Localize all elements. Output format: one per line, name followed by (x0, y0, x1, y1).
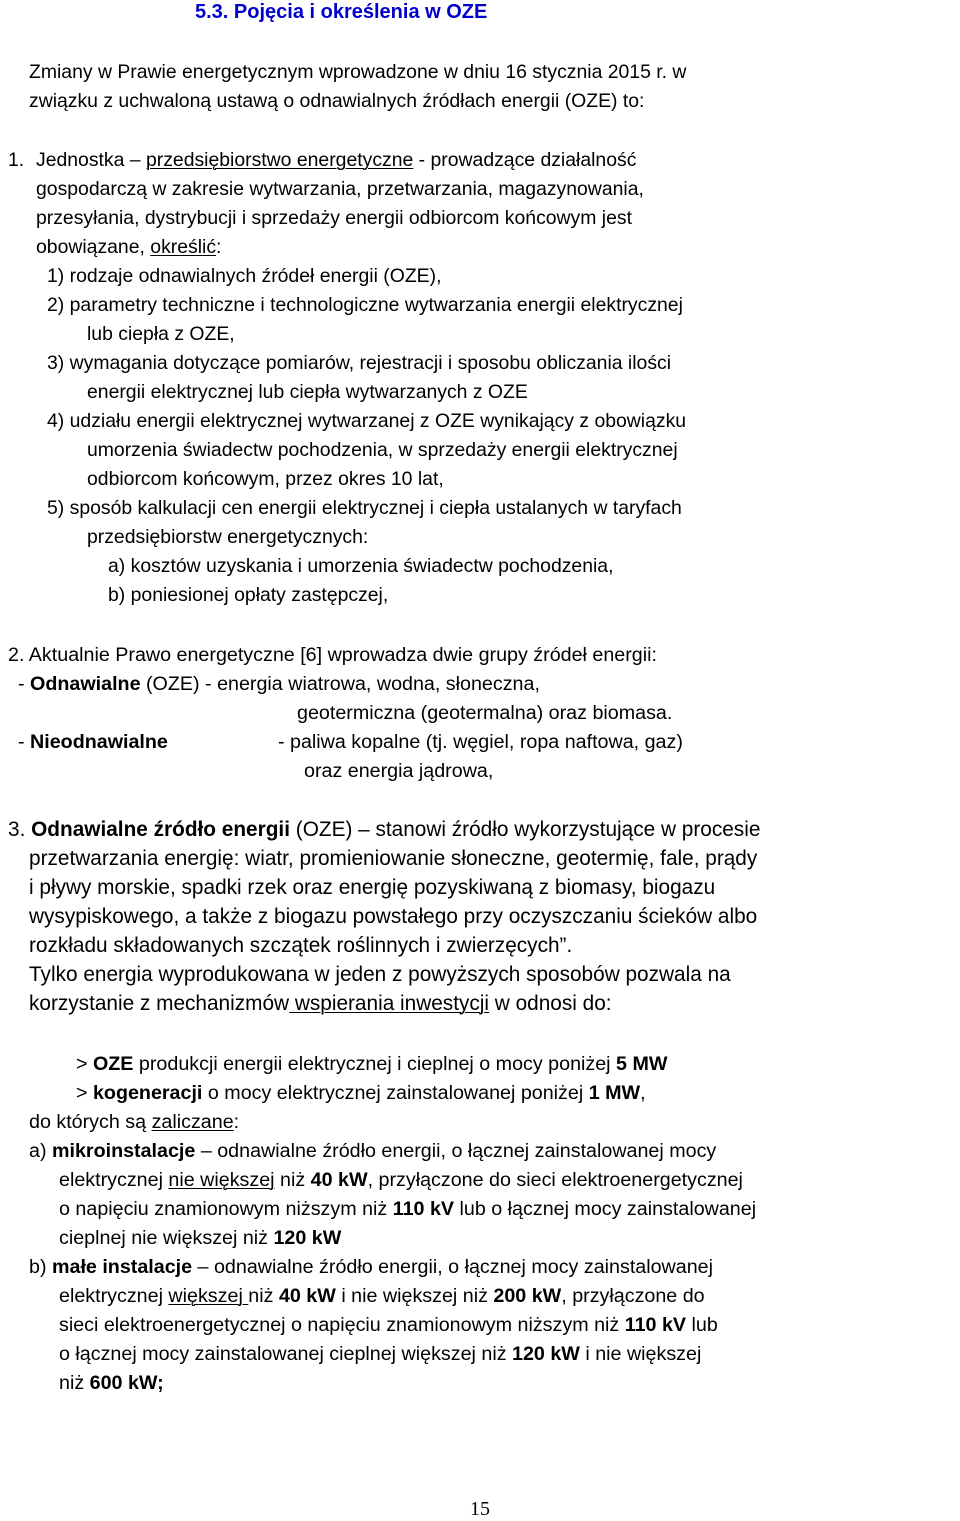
microinstallation-line-4: cieplnej nie większej niż 120 kW (59, 1227, 342, 1249)
sub-list-item: b) poniesionej opłaty zastępczej, (108, 584, 389, 606)
intro-line-2: związku z uchwaloną ustawą o odnawialnych źródłach energii (OZE) to: (29, 90, 645, 112)
section2-nonrenewable-label: - Nieodnawialne (18, 731, 168, 753)
section2-nonrenewable-continuation: oraz energia jądrowa, (304, 760, 494, 782)
section3-line-5: rozkładu składowanych szczątek roślinnych i zwierzęcych”. (29, 934, 573, 957)
section1-line-3: przesyłania, dystrybucji i sprzedaży energii odbiorcom końcowym jest (36, 207, 632, 229)
section1-line-4: obowiązane, określić: (36, 236, 222, 258)
included-line: do których są zaliczane: (29, 1111, 240, 1133)
section2-nonrenewable-text: - paliwa kopalne (tj. węgiel, ropa naftowa, gaz) (278, 731, 683, 753)
list-item: 2) parametry techniczne i technologiczne wytwarzania energii elektrycznej (47, 294, 683, 316)
microinstallation-line-2: elektrycznej nie większej niż 40 kW, przyłączone do sieci elektroenergetycznej (59, 1169, 743, 1191)
section-heading: 5.3. Pojęcia i określenia w OZE (195, 1, 488, 23)
section3-line-2: przetwarzania energię: wiatr, promieniowanie słoneczne, geotermię, fale, prądy (29, 847, 758, 870)
list-item: 3) wymagania dotyczące pomiarów, rejestracji i sposobu obliczania ilości (47, 352, 672, 374)
section3-line-1: 3. Odnawialne źródło energii (OZE) – stanowi źródło wykorzystujące w procesie (8, 818, 761, 841)
section3-line-3: i pływy morskie, spadki rzek oraz energię pozyskiwaną z biomasy, biogazu (29, 876, 716, 899)
section2-renewable-continuation: geotermiczna (geotermalna) oraz biomasa. (297, 702, 673, 724)
list-item-continuation: odbiorcom końcowym, przez okres 10 lat, (87, 468, 444, 490)
list-item: 5) sposób kalkulacji cen energii elektrycznej i ciepła ustalanych w taryfach (47, 497, 682, 519)
section2-line-1: 2. Aktualnie Prawo energetyczne [6] wprowadza dwie grupy źródeł energii: (8, 644, 657, 666)
section1-line-1: Jednostka – przedsiębiorstwo energetyczne - prowadzące działalność (36, 149, 637, 171)
page-number: 15 (470, 1498, 490, 1520)
microinstallation-line-1: a) mikroinstalacje – odnawialne źródło energii, o łącznej zainstalowanej mocy (29, 1140, 717, 1162)
small-installation-line-2: elektrycznej większej niż 40 kW i nie większej niż 200 kW, przyłączone do (59, 1285, 705, 1307)
section2-renewable: - Odnawialne (OZE) - energia wiatrowa, wodna, słoneczna, (18, 673, 540, 695)
section1-line-2: gospodarczą w zakresie wytwarzania, przetwarzania, magazynowania, (36, 178, 644, 200)
list-item-continuation: energii elektrycznej lub ciepła wytwarzanych z OZE (87, 381, 528, 403)
section3-line-7: korzystanie z mechanizmów wspierania inwestycji w odnosi do: (29, 992, 612, 1015)
microinstallation-line-3: o napięciu znamionowym niższym niż 110 kV lub o łącznej mocy zainstalowanej (59, 1198, 757, 1220)
section1-number: 1. (8, 149, 25, 171)
small-installation-line-5: niż 600 kW; (59, 1372, 164, 1394)
list-item: 1) rodzaje odnawialnych źródeł energii (OZE), (47, 265, 442, 287)
cogeneration-threshold: > kogeneracji o mocy elektrycznej zainstalowanej poniżej 1 MW, (76, 1082, 646, 1104)
section3-line-4: wysypiskowego, a także z biogazu powstałego przy oczyszczaniu ścieków albo (29, 905, 758, 928)
list-item-continuation: przedsiębiorstw energetycznych: (87, 526, 369, 548)
sub-list-item: a) kosztów uzyskania i umorzenia świadectw pochodzenia, (108, 555, 614, 577)
intro-line-1: Zmiany w Prawie energetycznym wprowadzone w dniu 16 stycznia 2015 r. w (29, 61, 687, 83)
list-item-continuation: lub ciepła z OZE, (87, 323, 235, 345)
oze-threshold: > OZE produkcji energii elektrycznej i cieplnej o mocy poniżej 5 MW (76, 1053, 668, 1075)
small-installation-line-3: sieci elektroenergetycznej o napięciu znamionowym niższym niż 110 kV lub (59, 1314, 718, 1336)
term-enterprise: przedsiębiorstwo energetyczne (145, 149, 414, 171)
list-item-continuation: umorzenia świadectw pochodzenia, w sprzedaży energii elektrycznej (87, 439, 678, 461)
list-item: 4) udziału energii elektrycznej wytwarzanej z OZE wynikający z obowiązku (47, 410, 687, 432)
small-installation-line-1: b) małe instalacje – odnawialne źródło energii, o łącznej mocy zainstalowanej (29, 1256, 713, 1278)
small-installation-line-4: o łącznej mocy zainstalowanej cieplnej większej niż 120 kW i nie większej (59, 1343, 702, 1365)
section3-line-6: Tylko energia wyprodukowana w jeden z powyższych sposobów pozwala na (29, 963, 731, 986)
